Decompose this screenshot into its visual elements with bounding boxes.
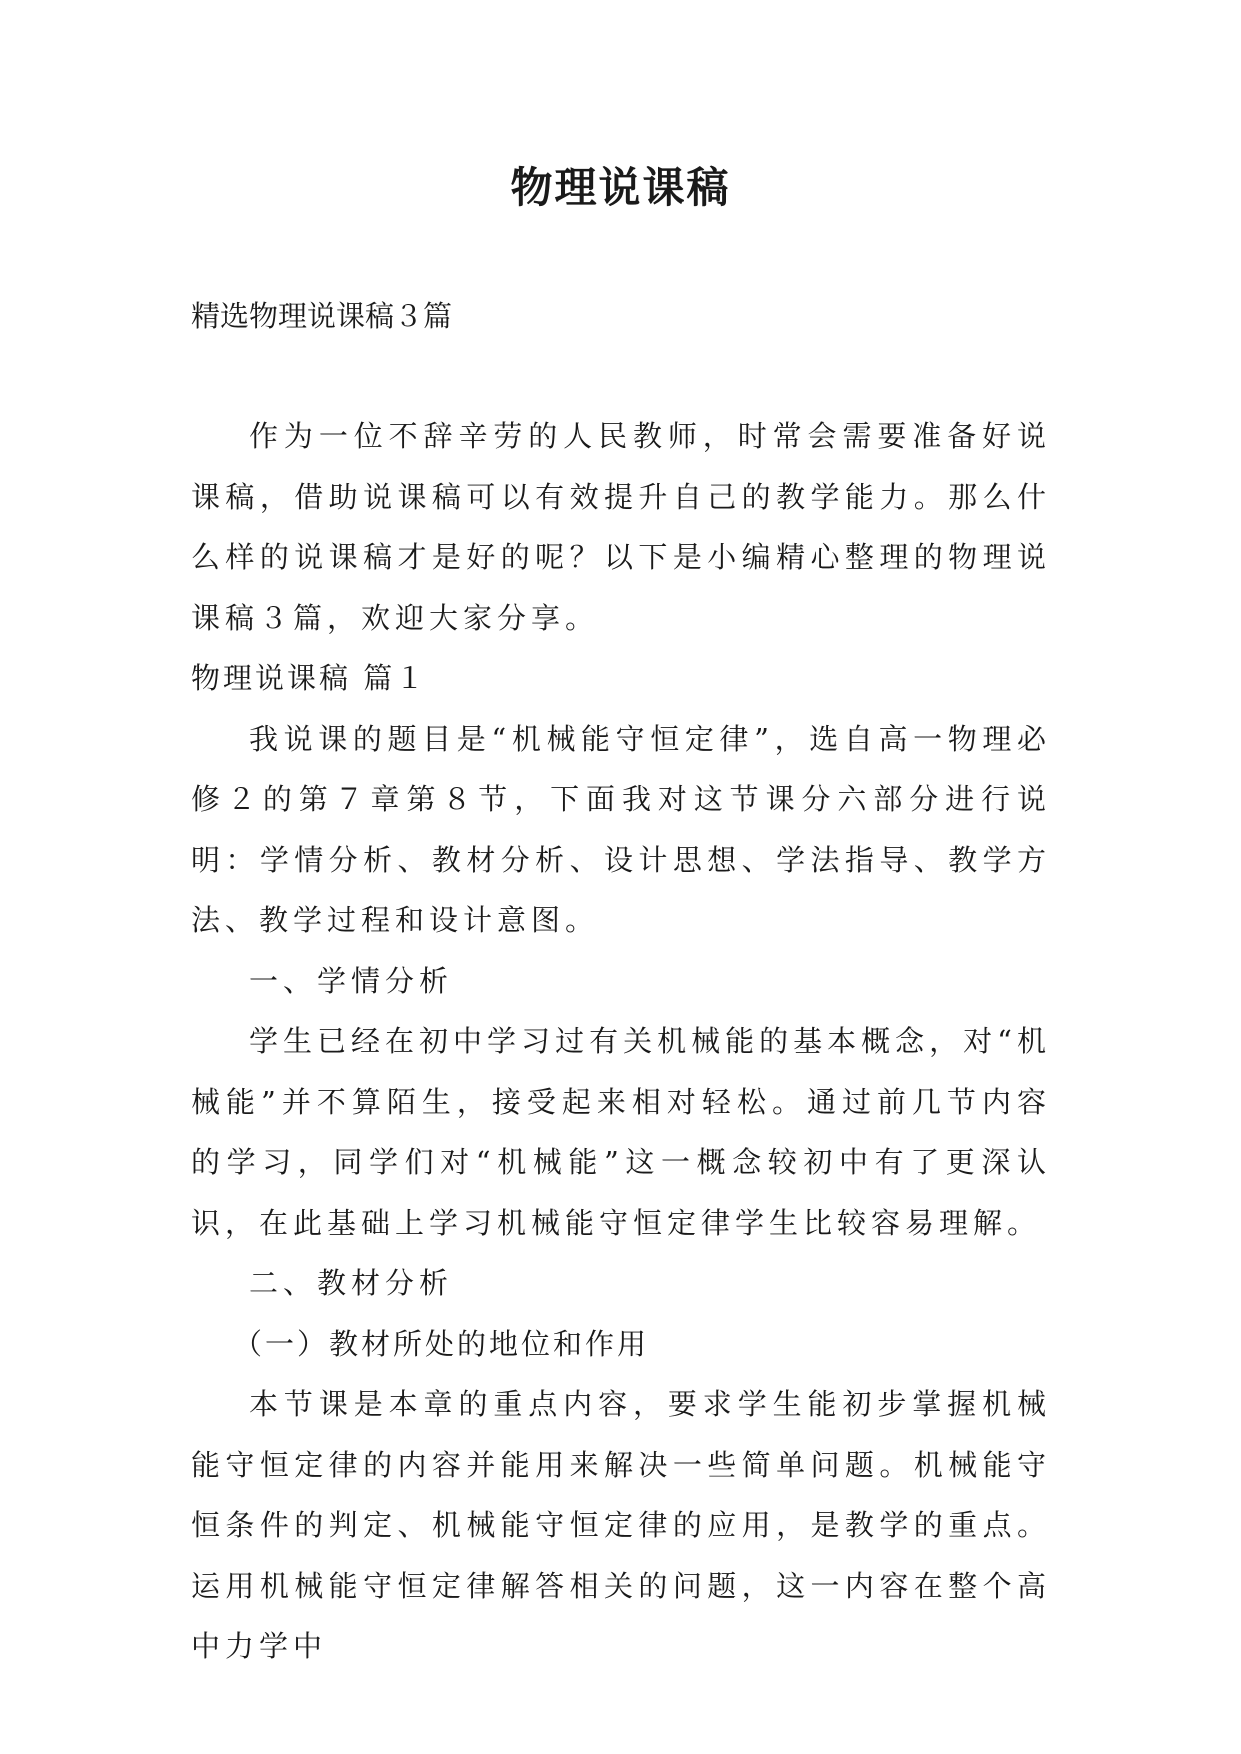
body-paragraph: 本节课是本章的重点内容，要求学生能初步掌握机械能守恒定律的内容并能用来解决一些简单问题。机械能守恒条件的判定、机械能守恒定律的应用，是教学的重点。运用机械能守恒定律解答相关的问题，这一内容在整个高中力学中 — [191, 1387, 1051, 1663]
body-paragraph: 我说课的题目是“机械能守恒定律”，选自高一物理必修２的第７章第８节，下面我对这节课分六部分进行说明：学情分析、教材分析、设计思想、学法指导、教学方法、教学过程和设计意图。 — [191, 721, 1051, 937]
body-paragraph: 学生已经在初中学习过有关机械能的基本概念，对“机械能”并不算陌生，接受起来相对轻松。通过前几节内容的学习，同学们对“机械能”这一概念较初中有了更深认识，在此基础上学习机械能守恒定律学生比较容易理解。 — [191, 1024, 1051, 1240]
section-heading-textbook-analysis: 二、教材分析 — [249, 1266, 454, 1300]
intro-paragraph: 作为一位不辞辛劳的人民教师，时常会需要准备好说课稿，借助说课稿可以有效提升自己的教学能力。那么什么样的说课稿才是好的呢？以下是小编精心整理的物理说课稿３篇，欢迎大家分享。 — [191, 419, 1051, 635]
document-body — [191, 406, 1051, 1677]
section-heading-part-1: 物理说课稿 篇１ — [191, 661, 428, 695]
section-heading-student-analysis: 一、学情分析 — [249, 963, 454, 998]
subsection-heading-position-role: （一）教材所处的地位和作用 — [233, 1326, 650, 1361]
document-title: 物理说课稿 — [510, 163, 731, 212]
document-subtitle: 精选物理说课稿３篇 — [191, 299, 453, 333]
